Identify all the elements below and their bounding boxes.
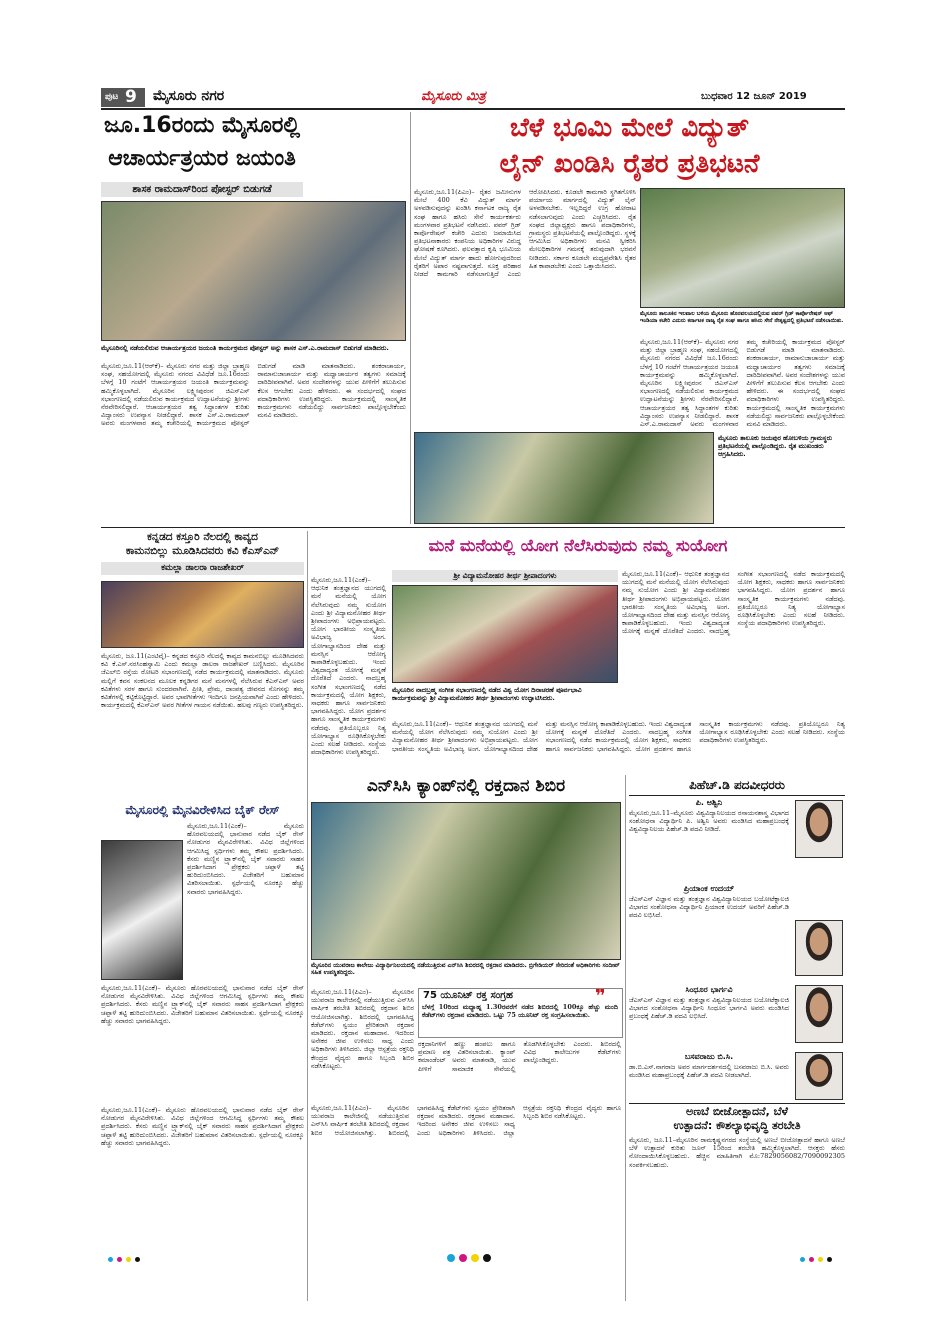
section-name: ಮೈಸೂರು ನಗರ xyxy=(153,88,225,104)
cyan-dot xyxy=(108,1257,113,1262)
story4-body-right: ಮೈಸೂರು,ಜೂ.11(ಎಂಕೆ)– ಮೈಸೂರು ಹೊರವಲಯದಲ್ಲಿ ಭಾನುವಾರ ನಡೆದ ಬೈಕ್ ರೇಸ್ ನೋಡುಗರ ಮೈನವಿರೇಳಿಸಿತು. ವಿವಿಧ ಜಿಲ್ಲೆಗಳಿಂದ ಆಗಮಿಸಿದ್ದ ಸ್ಪರ್ಧಿಗಳು ತಮ್ಮ ಕೌಶಲ ಪ್ರದರ್ಶಿಸಿದರು. ಕೆಸರು ಮಣ್ಣಿನ ಟ್ರ್ಯಾಕ್‌ನಲ್ಲಿ ಬೈಕ್ ಸವಾರರು ಸಾಹಸ ಪ್ರದರ್ಶಿಸಿದಾಗ ಪ್ರೇಕ್ಷಕರು ಚಪ್ಪಾಳೆ ತಟ್ಟಿ ಹುರಿದುಂಬಿಸಿದರು. ವಿಜೇತರಿಗೆ ಬಹುಮಾನ ವಿತರಿಸಲಾಯಿತು. ಸ್ಪರ್ಧೆಯಲ್ಲಿ ನೂರಕ್ಕೂ ಹೆಚ್ಚು ಸವಾರರು ಭಾಗವಹಿಸಿದ್ದರು. xyxy=(187,822,304,896)
blood-donation-caption: ಮೈಸೂರಿನ ಯುವರಾಜ ಕಾಲೇಜು ವಿದ್ಯಾರ್ಥಿನಿಲಯದಲ್ಲಿ ನಡೆಯುತ್ತಿರುವ ಎನ್‌ಸಿಸಿ ಶಿಬಿರದಲ್ಲಿ ರಕ್ತದಾನ ಮಾಡಿದರು. ಬ್ರಿಗೇಡಿಯರ್ ಸೇರಿದಂತೆ ಅಧಿಕಾರಿಗಳು ಸಂದೀಪ್ ಸಹಿತ ಉಪಸ್ಥಿತರಿದ್ದರು. xyxy=(311,962,620,977)
phd-text-1: ಮೈಸೂರು,ಜೂ.11–ಮೈಸೂರು ವಿಶ್ವವಿದ್ಯಾನಿಲಯದ ರಸಾಯನಶಾಸ್ತ್ರ ವಿಭಾಗದ ಸಂಶೋಧನಾ ವಿದ್ಯಾರ್ಥಿನಿ ಪಿ. ಅಶ್ವಿನಿ ಅವರು ಮಂಡಿಸಿದ ಮಹಾಪ್ರಬಂಧಕ್ಕೆ ವಿಶ್ವವಿದ್ಯಾನಿಲಯ ಪಿಹೆಚ್.ಡಿ ಪದವಿ ನೀಡಿದೆ. xyxy=(629,809,789,834)
phd-photo-3 xyxy=(795,985,843,1043)
yoga-event-caption: ಮೈಸೂರಿನ ನಾದಬ್ರಹ್ಮ ಸಂಗೀತ ಸಭಾಂಗಣದಲ್ಲಿ ನಡೆದ ವಿಶ್ವ ಯೋಗ ದಿನಾಚರಣೆ ಪೂರ್ವಭಾವಿ ಕಾರ್ಯಕ್ರಮವನ್ನು ಶ್ರೀ ವಿದ್ಯಾಮನೋಹರ ತೀರ್ಥ ಶ್ರೀಪಾದಂಗಳು ಉದ್ಘಾಟಿಸಿದರು. xyxy=(392,686,582,702)
phd-text-3: ಜೆಎಸ್‌ಎಸ್ ವಿಜ್ಞಾನ ಮತ್ತು ತಂತ್ರಜ್ಞಾನ ವಿಶ್ವವಿದ್ಯಾನಿಲಯದ ಬಯೋಟೆಕ್ನಾಲಜಿ ವಿಭಾಗದ ಸಂಶೋಧನಾ ವಿದ್ಯಾರ್ಥಿನಿ ಸಿಂಧೂರ ಭಾರ್ಗವಿ ಅವರು ಮಂಡಿಸಿದ ಪ್ರಬಂಧಕ್ಕೆ ಪಿಹೆಚ್.ಡಿ ಪದವಿ ಲಭಿಸಿದೆ. xyxy=(629,996,789,1021)
page-label: ಪುಟ xyxy=(105,92,119,102)
issue-date: ಬುಧವಾರ 12 ಜೂನ್ 2019 xyxy=(701,91,807,102)
story1-subhead: ಶಾಸಕ ರಾಮದಾಸ್‌ರಿಂದ ಪೋಸ್ಟರ್ ಬಿಡುಗಡೆ xyxy=(101,182,303,197)
story5-body-left: ಮೈಸೂರು,ಜೂ.11(ಎಂಕೆ)– ಆಧುನಿಕ ತಂತ್ರಜ್ಞಾನದ ಯುಗದಲ್ಲಿ ಮನೆ ಮನೆಯಲ್ಲಿ ಯೋಗ ನೆಲೆಸಿರುವುದು ನಮ್ಮ ಸುಯೋಗ ಎಂದು ಶ್ರೀ ವಿದ್ಯಾಮನೋಹರ ತೀರ್ಥ ಶ್ರೀಪಾದಂಗಳು ಅಭಿಪ್ರಾಯಪಟ್ಟರು. ಯೋಗ ಭಾರತೀಯ ಸಂಸ್ಕೃತಿಯ ಅವಿಭಾಜ್ಯ ಅಂಗ. ಯೋಗಾಭ್ಯಾಸದಿಂದ ದೇಹ ಮತ್ತು ಮನಸ್ಸಿನ ಆರೋಗ್ಯ ಕಾಪಾಡಿಕೊಳ್ಳಬಹುದು. ಇಂದು ವಿಶ್ವದಾದ್ಯಂತ ಯೋಗಕ್ಕೆ ಮನ್ನಣೆ ದೊರೆತಿದೆ ಎಂದರು. ನಾದಬ್ರಹ್ಮ ಸಂಗೀತ ಸಭಾಂಗಣದಲ್ಲಿ ನಡೆದ ಕಾರ್ಯಕ್ರಮದಲ್ಲಿ ಯೋಗ ಶಿಕ್ಷಕರು, ಸಾಧಕರು ಹಾಗೂ ಸಾರ್ವಜನಿಕರು ಭಾಗವಹಿಸಿದ್ದರು. ಯೋಗ ಪ್ರದರ್ಶನ ಹಾಗೂ ಸಾಂಸ್ಕೃತಿಕ ಕಾರ್ಯಕ್ರಮಗಳು ನಡೆದವು. ಪ್ರತಿಯೊಬ್ಬರೂ ನಿತ್ಯ ಯೋಗಾಭ್ಯಾಸ ರೂಢಿಸಿಕೊಳ್ಳಬೇಕು ಎಂದು ಸಲಹೆ ನೀಡಿದರು. ಸಂಸ್ಥೆಯ ಪದಾಧಿಕಾರಿಗಳು ಉಪಸ್ಥಿತರಿದ್ದರು. xyxy=(311,576,386,757)
story1-headline-line1: ಜೂ.16ರಂದು ಮೈಸೂರಲ್ಲಿ xyxy=(103,113,301,138)
column-divider-2 xyxy=(307,531,308,1301)
story-ksn-poet xyxy=(101,531,304,801)
phd-name-2: ಪ್ರಿಯಾಂಕ ಉದಯ್ xyxy=(683,884,735,893)
phd-item-2 xyxy=(629,884,845,976)
story5-headline: ಮನೆ ಮನೆಯಲ್ಲಿ ಯೋಗ ನೆಲೆಸಿರುವುದು ನಮ್ಮ ಸುಯೋಗ xyxy=(428,536,728,555)
villagers-protest-photo xyxy=(414,432,714,524)
story6-body-bottom: ಮೈಸೂರು,ಜೂ.11(ಪಿಎಂ)– ಮೈಸೂರಿನ ಯುವರಾಜ ಕಾಲೇಜಿನಲ್ಲಿ ನಡೆಯುತ್ತಿರುವ ಎನ್‌ಸಿಸಿ ವಾರ್ಷಿಕ ತರಬೇತಿ ಶಿಬಿರದಲ್ಲಿ ರಕ್ತದಾನ ಶಿಬಿರ ಆಯೋಜಿಸಲಾಗಿತ್ತು. ಶಿಬಿರದಲ್ಲಿ ಭಾಗವಹಿಸಿದ್ದ ಕೆಡೆಟ್‌ಗಳು ಸ್ವಯಂ ಪ್ರೇರಿತರಾಗಿ ರಕ್ತದಾನ ಮಾಡಿದರು. ರಕ್ತದಾನ ಮಹಾದಾನ. ಇದರಿಂದ ಅನೇಕರ ಜೀವ ಉಳಿಸಲು ಸಾಧ್ಯ ಎಂದು ಅಧಿಕಾರಿಗಳು ತಿಳಿಸಿದರು. ಜಿಲ್ಲಾ ಆಸ್ಪತ್ರೆಯ ರಕ್ತನಿಧಿ ಕೇಂದ್ರದ ವೈದ್ಯರು ಹಾಗೂ ಸಿಬ್ಬಂದಿ ಶಿಬಿರ ನಡೆಸಿಕೊಟ್ಟರು. xyxy=(311,1104,621,1137)
phd-name-3: ಸಿಂಧೂರ ಭಾರ್ಗವಿ xyxy=(685,985,733,994)
story4-headline: ಮೈಸೂರಲ್ಲಿ ಮೈನವಿರೇಳಿಸಿದ ಬೈಕ್ ರೇಸ್ xyxy=(125,803,280,817)
masthead-rule xyxy=(101,108,845,110)
phd-text-2: ಜೆಎಸ್‌ಎಸ್ ವಿಜ್ಞಾನ ಮತ್ತು ತಂತ್ರಜ್ಞಾನ ವಿಶ್ವವಿದ್ಯಾನಿಲಯದ ಬಯೋಟೆಕ್ನಾಲಜಿ ವಿಭಾಗದ ಸಂಶೋಧನಾ ವಿದ್ಯಾರ್ಥಿನಿ ಪ್ರಿಯಾಂಕ ಉದಯ್ ಅವರಿಗೆ ಪಿಹೆಚ್.ಡಿ ಪದವಿ ಲಭಿಸಿದೆ. xyxy=(629,895,789,920)
story6-body: ಮೈಸೂರು,ಜೂ.11(ಪಿಎಂ)– ಮೈಸೂರಿನ ಯುವರಾಜ ಕಾಲೇಜಿನಲ್ಲಿ ನಡೆಯುತ್ತಿರುವ ಎನ್‌ಸಿಸಿ ವಾರ್ಷಿಕ ತರಬೇತಿ ಶಿಬಿರದಲ್ಲಿ ರಕ್ತದಾನ ಶಿಬಿರ ಆಯೋಜಿಸಲಾಗಿತ್ತು. ಶಿಬಿರದಲ್ಲಿ ಭಾಗವಹಿಸಿದ್ದ ಕೆಡೆಟ್‌ಗಳು ಸ್ವಯಂ ಪ್ರೇರಿತರಾಗಿ ರಕ್ತದಾನ ಮಾಡಿದರು. ರಕ್ತದಾನ ಮಹಾದಾನ. ಇದರಿಂದ ಅನೇಕರ ಜೀವ ಉಳಿಸಲು ಸಾಧ್ಯ ಎಂದು ಅಧಿಕಾರಿಗಳು ತಿಳಿಸಿದರು. ಜಿಲ್ಲಾ ಆಸ್ಪತ್ರೆಯ ರಕ್ತನಿಧಿ ಕೇಂದ್ರದ ವೈದ್ಯರು ಹಾಗೂ ಸಿಬ್ಬಂದಿ ಶಿಬಿರ ನಡೆಸಿಕೊಟ್ಟರು. xyxy=(311,988,414,1070)
phd-photo-2 xyxy=(795,920,843,976)
yellow-dot xyxy=(818,1257,823,1262)
black-dot xyxy=(483,1254,491,1262)
story2-headline-line1: ಬೆಳೆ ಭೂಮಿ ಮೇಲೆ ವಿದ್ಯುತ್ xyxy=(509,113,750,143)
ksn-event-photo xyxy=(101,581,304,648)
story4-body: ಮೈಸೂರು,ಜೂ.11(ಎಂಕೆ)– ಮೈಸೂರು ಹೊರವಲಯದಲ್ಲಿ ಭಾನುವಾರ ನಡೆದ ಬೈಕ್ ರೇಸ್ ನೋಡುಗರ ಮೈನವಿರೇಳಿಸಿತು. ವಿವಿಧ ಜಿಲ್ಲೆಗಳಿಂದ ಆಗಮಿಸಿದ್ದ ಸ್ಪರ್ಧಿಗಳು ತಮ್ಮ ಕೌಶಲ ಪ್ರದರ್ಶಿಸಿದರು. ಕೆಸರು ಮಣ್ಣಿನ ಟ್ರ್ಯಾಕ್‌ನಲ್ಲಿ ಬೈಕ್ ಸವಾರರು ಸಾಹಸ ಪ್ರದರ್ಶಿಸಿದಾಗ ಪ್ರೇಕ್ಷಕರು ಚಪ್ಪಾಳೆ ತಟ್ಟಿ ಹುರಿದುಂಬಿಸಿದರು. ವಿಜೇತರಿಗೆ ಬಹುಮಾನ ವಿತರಿಸಲಾಯಿತು. ಸ್ಪರ್ಧೆಯಲ್ಲಿ ನೂರಕ್ಕೂ ಹೆಚ್ಚು ಸವಾರರು ಭಾಗವಹಿಸಿದ್ದರು. xyxy=(101,984,304,1025)
black-dot xyxy=(135,1257,140,1262)
phd-item-1 xyxy=(629,798,845,864)
blood-units-quote: ಬೆಳಗ್ಗೆ 10ರಿಂದ ಮಧ್ಯಾಹ್ನ 1.30ರವರೆಗೆ ನಡೆದ ಶಿಬಿರದಲ್ಲಿ 100ಕ್ಕೂ ಹೆಚ್ಚು ಮಂದಿ ಕೆಡೆಟ್‌ಗಳು ರಕ್ತದಾನ ಮಾಡಿದರು. ಒಟ್ಟು 75 ಯೂನಿಟ್ ರಕ್ತ ಸಂಗ್ರಹಿಸಲಾಯಿತು. xyxy=(422,1003,618,1020)
column-divider-3 xyxy=(625,775,626,1301)
story6-headline: ಎನ್‌ಸಿಸಿ ಕ್ಯಾಂಪ್‌ನಲ್ಲಿ ರಕ್ತದಾನ ಶಿಬಿರ xyxy=(366,776,566,796)
page-number: 9 xyxy=(125,87,137,107)
phd-item-3 xyxy=(629,985,845,1051)
story2-body-continued: ಮೈಸೂರು,ಜೂ.11(ಆರ್‌ಕೆ)– ಮೈಸೂರು ನಗರ ಮತ್ತು ಜಿಲ್ಲಾ ಬ್ರಾಹ್ಮಣ ಸಂಘ, ಸಹಯೋಗದಲ್ಲಿ ಮೈಸೂರು ನಗರದ ವಿವಿಧೆಡೆ ಜೂ.16ರಂದು ಬೆಳಗ್ಗೆ 10 ಗಂಟೆಗೆ ಆಚಾರ್ಯತ್ರಯರ ಜಯಂತಿ ಕಾರ್ಯಕ್ರಮವನ್ನು ಹಮ್ಮಿಕೊಳ್ಳಲಾಗಿದೆ. ಮೈಸೂರಿನ ಲಕ್ಷ್ಮೀಪುರಂನ ಜಿಎಸ್‌ಎಸ್ ಸಭಾಂಗಣದಲ್ಲಿ ನಡೆಯಲಿರುವ ಕಾರ್ಯಕ್ರಮದ ಉದ್ಘಾಟನೆಯನ್ನು ಶ್ರೀಗಳು ನೆರವೇರಿಸಲಿದ್ದಾರೆ. ಆಚಾರ್ಯತ್ರಯರ ತತ್ವ ಸಿದ್ಧಾಂತಗಳ ಕುರಿತು ವಿದ್ವಾಂಸರು ಉಪನ್ಯಾಸ ನೀಡಲಿದ್ದಾರೆ. ಶಾಸಕ ಎಸ್.ಎ.ರಾಮದಾಸ್ ಅವರು ಮಂಗಳವಾರ ತಮ್ಮ ಕಚೇರಿಯಲ್ಲಿ ಕಾರ್ಯಕ್ರಮದ ಪೋಸ್ಟರ್ ಬಿಡುಗಡೆ ಮಾಡಿ ಮಾತನಾಡಿದರು. ಶಂಕರಾಚಾರ್ಯ, ರಾಮಾನುಜಾಚಾರ್ಯ ಮತ್ತು ಮಧ್ವಾಚಾರ್ಯರ ತತ್ವಗಳು ಸಮಾಜಕ್ಕೆ ದಾರಿದೀಪವಾಗಿವೆ. ಅವರ ಸಂದೇಶಗಳನ್ನು ಯುವ ಪೀಳಿಗೆಗೆ ತಲುಪಿಸುವ ಕೆಲಸ ಆಗಬೇಕು ಎಂದು ಹೇಳಿದರು. ಈ ಸಂದರ್ಭದಲ್ಲಿ ಸಂಘದ ಪದಾಧಿಕಾರಿಗಳು ಉಪಸ್ಥಿತರಿದ್ದರು. ಕಾರ್ಯಕ್ರಮದಲ್ಲಿ ಸಾಂಸ್ಕೃತಿಕ ಕಾರ್ಯಕ್ರಮಗಳು ನಡೆಯಲಿದ್ದು ಸಾರ್ವಜನಿಕರು ಪಾಲ್ಗೊಳ್ಳಬೇಕೆಂದು ಮನವಿ ಮಾಡಿದರು. xyxy=(640,338,845,429)
yellow-dot xyxy=(126,1257,131,1262)
story8-body: ಮೈಸೂರು, ಜೂ.11–ಮೈಸೂರಿನ ರಾಮಕೃಷ್ಣನಗರದ ಸಂಸ್ಥೆಯಲ್ಲಿ ಅಣಬೆ ಬೀಜೋತ್ಪಾದನೆ ಹಾಗೂ ಅಣಬೆ ಬೆಳೆ ಉತ್ಪಾದನೆ ಕುರಿತು ಜೂನ್ 15ರಿಂದ ತರಬೇತಿ ಹಮ್ಮಿಕೊಳ್ಳಲಾಗಿದೆ. ಆಸಕ್ತರು ಹೆಸರು ನೋಂದಾಯಿಸಿಕೊಳ್ಳಬಹುದು. ಹೆಚ್ಚಿನ ಮಾಹಿತಿಗಾಗಿ ಮೊ:7829056082/7090092305 ಸಂಪರ್ಕಿಸಬಹುದು. xyxy=(629,1136,845,1169)
cyan-dot xyxy=(800,1257,805,1262)
cyan-dot xyxy=(447,1254,455,1262)
story5-body-col: ಮೈಸೂರು,ಜೂ.11(ಎಂಕೆ)– ಆಧುನಿಕ ತಂತ್ರಜ್ಞಾನದ ಯುಗದಲ್ಲಿ ಮನೆ ಮನೆಯಲ್ಲಿ ಯೋಗ ನೆಲೆಸಿರುವುದು ನಮ್ಮ ಸುಯೋಗ ಎಂದು ಶ್ರೀ ವಿದ್ಯಾಮನೋಹರ ತೀರ್ಥ ಶ್ರೀಪಾದಂಗಳು ಅಭಿಪ್ರಾಯಪಟ್ಟರು. ಯೋಗ ಭಾರತೀಯ ಸಂಸ್ಕೃತಿಯ ಅವಿಭಾಜ್ಯ ಅಂಗ. ಯೋಗಾಭ್ಯಾಸದಿಂದ ದೇಹ ಮತ್ತು ಮನಸ್ಸಿನ ಆರೋಗ್ಯ ಕಾಪಾಡಿಕೊಳ್ಳಬಹುದು. ಇಂದು ವಿಶ್ವದಾದ್ಯಂತ ಯೋಗಕ್ಕೆ ಮನ್ನಣೆ ದೊರೆತಿದೆ ಎಂದರು. ನಾದಬ್ರಹ್ಮ ಸಂಗೀತ ಸಭಾಂಗಣದಲ್ಲಿ ನಡೆದ ಕಾರ್ಯಕ್ರಮದಲ್ಲಿ ಯೋಗ ಶಿಕ್ಷಕರು, ಸಾಧಕರು ಹಾಗೂ ಸಾರ್ವಜನಿಕರು ಭಾಗವಹಿಸಿದ್ದರು. ಯೋಗ ಪ್ರದರ್ಶನ ಹಾಗೂ ಸಾಂಸ್ಕೃತಿಕ ಕಾರ್ಯಕ್ರಮಗಳು ನಡೆದವು. ಪ್ರತಿಯೊಬ್ಬರೂ ನಿತ್ಯ ಯೋಗಾಭ್ಯಾಸ ರೂಢಿಸಿಕೊಳ್ಳಬೇಕು ಎಂದು ಸಲಹೆ ನೀಡಿದರು. ಸಂಸ್ಥೆಯ ಪದಾಧಿಕಾರಿಗಳು ಉಪಸ್ಥಿತರಿದ್ದರು. xyxy=(622,570,845,636)
phd-name-1: ಪಿ. ಅಶ್ವಿನಿ xyxy=(695,798,723,807)
yellow-dot xyxy=(471,1254,479,1262)
magenta-dot xyxy=(459,1254,467,1262)
story2-body: ಮೈಸೂರು,ಜೂ.11(ಪಿಎಂ)– ರೈತರ ಜಮೀನುಗಳ ಮೇಲೆ 400 ಕೆವಿ ವಿದ್ಯುತ್ ಮಾರ್ಗ ಅಳವಡಿಸುವುದನ್ನು ಖಂಡಿಸಿ ಕರ್ನಾಟಕ ರಾಜ್ಯ ರೈತ ಸಂಘ ಹಾಗೂ ಹಸಿರು ಸೇನೆ ಕಾರ್ಯಕರ್ತರು ಮಂಗಳವಾರ ಪ್ರತಿಭಟನೆ ನಡೆಸಿದರು. ಪವರ್ ಗ್ರಿಡ್ ಕಾರ್ಪೊರೇಷನ್ ಕಚೇರಿ ಎದುರು ಜಮಾಯಿಸಿದ ಪ್ರತಿಭಟನಾಕಾರರು ಕಂಪನಿಯ ಅಧಿಕಾರಿಗಳ ವಿರುದ್ಧ ಘೋಷಣೆ ಕೂಗಿದರು. ಫಲವತ್ತಾದ ಕೃಷಿ ಭೂಮಿಯ ಮೇಲೆ ವಿದ್ಯುತ್ ಮಾರ್ಗ ಹಾದು ಹೋಗುವುದರಿಂದ ರೈತರಿಗೆ ಅಪಾರ ನಷ್ಟವಾಗುತ್ತದೆ. ಸೂಕ್ತ ಪರಿಹಾರ ನೀಡದೆ ಕಾಮಗಾರಿ ನಡೆಸಲಾಗುತ್ತಿದೆ ಎಂದು ಆರೋಪಿಸಿದರು. ಕೂಡಲೇ ಕಾಮಗಾರಿ ಸ್ಥಗಿತಗೊಳಿಸಿ ಪರ್ಯಾಯ ಮಾರ್ಗದಲ್ಲಿ ವಿದ್ಯುತ್ ಲೈನ್ ಅಳವಡಿಸಬೇಕು. ಇಲ್ಲದಿದ್ದರೆ ಉಗ್ರ ಹೋರಾಟ ನಡೆಸಲಾಗುವುದು ಎಂದು ಎಚ್ಚರಿಸಿದರು. ರೈತ ಸಂಘದ ಜಿಲ್ಲಾಧ್ಯಕ್ಷರು ಹಾಗೂ ಪದಾಧಿಕಾರಿಗಳು, ಗ್ರಾಮಸ್ಥರು ಪ್ರತಿಭಟನೆಯಲ್ಲಿ ಪಾಲ್ಗೊಂಡಿದ್ದರು. ಸ್ಥಳಕ್ಕೆ ಆಗಮಿಸಿದ ಅಧಿಕಾರಿಗಳು ಮನವಿ ಸ್ವೀಕರಿಸಿ ಮೇಲಧಿಕಾರಿಗಳ ಗಮನಕ್ಕೆ ತರುವುದಾಗಿ ಭರವಸೆ ನೀಡಿದರು. ಸರ್ಕಾರ ಕೂಡಲೇ ಮಧ್ಯಪ್ರವೇಶಿಸಿ ರೈತರ ಹಿತ ಕಾಪಾಡಬೇಕು ಎಂದು ಒತ್ತಾಯಿಸಿದರು. xyxy=(414,188,636,279)
story3-subhead: ಕಮಲ್ಲಾ ಡಾಲರಾ ರಾಜಶೇಖರ್ xyxy=(101,562,304,575)
print-registration-marks-bottom xyxy=(447,1247,495,1266)
story5-body-right: ಮೈಸೂರು,ಜೂ.11(ಎಂಕೆ)– ಆಧುನಿಕ ತಂತ್ರಜ್ಞಾನದ ಯುಗದಲ್ಲಿ ಮನೆ ಮನೆಯಲ್ಲಿ ಯೋಗ ನೆಲೆಸಿರುವುದು ನಮ್ಮ ಸುಯೋಗ ಎಂದು ಶ್ರೀ ವಿದ್ಯಾಮನೋಹರ ತೀರ್ಥ ಶ್ರೀಪಾದಂಗಳು ಅಭಿಪ್ರಾಯಪಟ್ಟರು. ಯೋಗ ಭಾರತೀಯ ಸಂಸ್ಕೃತಿಯ ಅವಿಭಾಜ್ಯ ಅಂಗ. ಯೋಗಾಭ್ಯಾಸದಿಂದ ದೇಹ ಮತ್ತು ಮನಸ್ಸಿನ ಆರೋಗ್ಯ ಕಾಪಾಡಿಕೊಳ್ಳಬಹುದು. ಇಂದು ವಿಶ್ವದಾದ್ಯಂತ ಯೋಗಕ್ಕೆ ಮನ್ನಣೆ ದೊರೆತಿದೆ ಎಂದರು. ನಾದಬ್ರಹ್ಮ ಸಂಗೀತ ಸಭಾಂಗಣದಲ್ಲಿ ನಡೆದ ಕಾರ್ಯಕ್ರಮದಲ್ಲಿ ಯೋಗ ಶಿಕ್ಷಕರು, ಸಾಧಕರು ಹಾಗೂ ಸಾರ್ವಜನಿಕರು ಭಾಗವಹಿಸಿದ್ದರು. ಯೋಗ ಪ್ರದರ್ಶನ ಹಾಗೂ ಸಾಂಸ್ಕೃತಿಕ ಕಾರ್ಯಕ್ರಮಗಳು ನಡೆದವು. ಪ್ರತಿಯೊಬ್ಬರೂ ನಿತ್ಯ ಯೋಗಾಭ್ಯಾಸ ರೂಢಿಸಿಕೊಳ್ಳಬೇಕು ಎಂದು ಸಲಹೆ ನೀಡಿದರು. ಸಂಸ್ಥೆಯ ಪದಾಧಿಕಾರಿಗಳು ಉಪಸ್ಥಿತರಿದ್ದರು. xyxy=(392,720,845,753)
page-label-badge xyxy=(101,88,145,107)
print-registration-marks-right xyxy=(800,1247,836,1266)
section-rule-1 xyxy=(101,527,845,528)
story5-subhead: ಶ್ರೀ ವಿದ್ಯಾಮನೋಹರ ತೀರ್ಥ ಶ್ರೀಪಾದಂಗಳು xyxy=(392,570,618,582)
story4-body-lower: ಮೈಸೂರು,ಜೂ.11(ಎಂಕೆ)– ಮೈಸೂರು ಹೊರವಲಯದಲ್ಲಿ ಭಾನುವಾರ ನಡೆದ ಬೈಕ್ ರೇಸ್ ನೋಡುಗರ ಮೈನವಿರೇಳಿಸಿತು. ವಿವಿಧ ಜಿಲ್ಲೆಗಳಿಂದ ಆಗಮಿಸಿದ್ದ ಸ್ಪರ್ಧಿಗಳು ತಮ್ಮ ಕೌಶಲ ಪ್ರದರ್ಶಿಸಿದರು. ಕೆಸರು ಮಣ್ಣಿನ ಟ್ರ್ಯಾಕ್‌ನಲ್ಲಿ ಬೈಕ್ ಸವಾರರು ಸಾಹಸ ಪ್ರದರ್ಶಿಸಿದಾಗ ಪ್ರೇಕ್ಷಕರು ಚಪ್ಪಾಳೆ ತಟ್ಟಿ ಹುರಿದುಂಬಿಸಿದರು. ವಿಜೇತರಿಗೆ ಬಹುಮಾನ ವಿತರಿಸಲಾಯಿತು. ಸ್ಪರ್ಧೆಯಲ್ಲಿ ನೂರಕ್ಕೂ ಹೆಚ್ಚು ಸವಾರರು ಭಾಗವಹಿಸಿದ್ದರು. xyxy=(101,1106,304,1147)
phd-photo-4 xyxy=(795,1052,843,1100)
section-rule-2 xyxy=(629,1103,845,1104)
farmers-protest-caption: ಮೈಸೂರು ತಾಲೂಕಿನ ಇಲವಾಲ ಬಳಿಯ ಮೈಸೂರು ಹೊರವಲಯದಲ್ಲಿರುವ ಪವರ್ ಗ್ರಿಡ್ ಕಾರ್ಪೊರೇಷನ್ ಆಫ್ ಇಂಡಿಯಾ ಕಚೇರಿ ಎದುರು ಕರ್ನಾಟಕ ರಾಜ್ಯ ರೈತ ಸಂಘ ಹಾಗೂ ಹಸಿರು ಸೇನೆ ನೇತೃತ್ವದಲ್ಲಿ ಪ್ರತಿಭಟನೆ ನಡೆಸಲಾಯಿತು. xyxy=(640,311,844,324)
story2-headline-line2: ಲೈನ್ ಖಂಡಿಸಿ ರೈತರ ಪ್ರತಿಭಟನೆ xyxy=(499,149,760,179)
story3-body: ಮೈಸೂರು, ಜೂ.11(ಎಂಟಿವೈ)– ಕನ್ನಡದ ಕಸ್ತೂರಿ ನೆಲದಲ್ಲಿ ಕಾವ್ಯದ ಕಾಮನಬಿಲ್ಲು ಮೂಡಿಸಿದವರು ಕವಿ ಕೆ.ಎಸ್.ನರಸಿಂಹಸ್ವಾಮಿ ಎಂದು ಕಮಲ್ಲಾ ಡಾಲರಾ ರಾಜಶೇಖರ್ ಬಣ್ಣಿಸಿದರು. ಮೈಸೂರಿನ ಜೆಎಲ್‌ಬಿ ರಸ್ತೆಯ ರೋಟರಿ ಸಭಾಂಗಣದಲ್ಲಿ ನಡೆದ ಕಾರ್ಯಕ್ರಮದಲ್ಲಿ ಮಾತನಾಡಿದರು. ಮೈಸೂರು ಮಲ್ಲಿಗೆ ಕವನ ಸಂಕಲನದ ಮೂಲಕ ಕನ್ನಡಿಗರ ಮನೆ ಮನಗಳಲ್ಲಿ ನೆಲೆಸಿರುವ ಕೆಎಸ್‌ಎನ್ ಅವರ ಕವಿತೆಗಳು ಸರಳ ಹಾಗೂ ಸುಂದರವಾಗಿವೆ. ಪ್ರೀತಿ, ಪ್ರೇಮ, ದಾಂಪತ್ಯ ಜೀವನದ ಸೊಗಸನ್ನು ತಮ್ಮ ಕವಿತೆಗಳಲ್ಲಿ ಕಟ್ಟಿಕೊಟ್ಟಿದ್ದಾರೆ. ಅವರ ಭಾವಗೀತೆಗಳು ಇಂದಿಗೂ ಜನಪ್ರಿಯವಾಗಿವೆ ಎಂದು ಹೇಳಿದರು. ಕಾರ್ಯಕ್ರಮದಲ್ಲಿ ಕೆಎಸ್‌ಎನ್ ಅವರ ಗೀತೆಗಳ ಗಾಯನ ನಡೆಯಿತು. ಹಲವು ಗಣ್ಯರು ಉಪಸ್ಥಿತರಿದ್ದರು. xyxy=(101,652,304,710)
poster-release-photo xyxy=(101,201,406,341)
magenta-dot xyxy=(809,1257,814,1262)
masthead xyxy=(101,87,845,109)
poster-release-caption: ಮೈಸೂರಿನಲ್ಲಿ ನಡೆಯಲಿರುವ ಆಚಾರ್ಯತ್ರಯರ ಜಯಂತಿ ಕಾರ್ಯಕ್ರಮದ ಪೋಸ್ಟರ್ ಅನ್ನು ಶಾಸಕ ಎಸ್.ಎ.ರಾಮದಾಸ್ ಬಿಡುಗಡೆ ಮಾಡಿದರು. xyxy=(101,344,389,352)
paper-name: ಮೈಸೂರು ಮಿತ್ರ xyxy=(421,89,486,104)
story7-rule xyxy=(629,795,845,796)
quote-icon: ❞ xyxy=(595,986,606,1007)
villagers-protest-caption: ಮೈಸೂರು ತಾಲೂಕು ಜಯಪುರ ಹೋಬಳಿಯ ಗ್ರಾಮಸ್ಥರು ಪ್ರತಿಭಟನೆಯಲ್ಲಿ ಪಾಲ್ಗೊಂಡಿದ್ದರು. ರೈತ ಮುಖಂಡರು ಆಗ್ರಹಿಸಿದರು. xyxy=(718,434,833,458)
phd-name-4: ಬಸವರಾಜು ಬಿ.ಸಿ. xyxy=(684,1052,734,1061)
story8-headline-line1: ಅಣಬೆ ಬೀಜೋತ್ಪಾದನೆ, ಬೆಳೆ xyxy=(685,1105,788,1118)
story1-body: ಮೈಸೂರು,ಜೂ.11(ಆರ್‌ಕೆ)– ಮೈಸೂರು ನಗರ ಮತ್ತು ಜಿಲ್ಲಾ ಬ್ರಾಹ್ಮಣ ಸಂಘ, ಸಹಯೋಗದಲ್ಲಿ ಮೈಸೂರು ನಗರದ ವಿವಿಧೆಡೆ ಜೂ.16ರಂದು ಬೆಳಗ್ಗೆ 10 ಗಂಟೆಗೆ ಆಚಾರ್ಯತ್ರಯರ ಜಯಂತಿ ಕಾರ್ಯಕ್ರಮವನ್ನು ಹಮ್ಮಿಕೊಳ್ಳಲಾಗಿದೆ. ಮೈಸೂರಿನ ಲಕ್ಷ್ಮೀಪುರಂನ ಜಿಎಸ್‌ಎಸ್ ಸಭಾಂಗಣದಲ್ಲಿ ನಡೆಯಲಿರುವ ಕಾರ್ಯಕ್ರಮದ ಉದ್ಘಾಟನೆಯನ್ನು ಶ್ರೀಗಳು ನೆರವೇರಿಸಲಿದ್ದಾರೆ. ಆಚಾರ್ಯತ್ರಯರ ತತ್ವ ಸಿದ್ಧಾಂತಗಳ ಕುರಿತು ವಿದ್ವಾಂಸರು ಉಪನ್ಯಾಸ ನೀಡಲಿದ್ದಾರೆ. ಶಾಸಕ ಎಸ್.ಎ.ರಾಮದಾಸ್ ಅವರು ಮಂಗಳವಾರ ತಮ್ಮ ಕಚೇರಿಯಲ್ಲಿ ಕಾರ್ಯಕ್ರಮದ ಪೋಸ್ಟರ್ ಬಿಡುಗಡೆ ಮಾಡಿ ಮಾತನಾಡಿದರು. ಶಂಕರಾಚಾರ್ಯ, ರಾಮಾನುಜಾಚಾರ್ಯ ಮತ್ತು ಮಧ್ವಾಚಾರ್ಯರ ತತ್ವಗಳು ಸಮಾಜಕ್ಕೆ ದಾರಿದೀಪವಾಗಿವೆ. ಅವರ ಸಂದೇಶಗಳನ್ನು ಯುವ ಪೀಳಿಗೆಗೆ ತಲುಪಿಸುವ ಕೆಲಸ ಆಗಬೇಕು ಎಂದು ಹೇಳಿದರು. ಈ ಸಂದರ್ಭದಲ್ಲಿ ಸಂಘದ ಪದಾಧಿಕಾರಿಗಳು ಉಪಸ್ಥಿತರಿದ್ದರು. ಕಾರ್ಯಕ್ರಮದಲ್ಲಿ ಸಾಂಸ್ಕೃತಿಕ ಕಾರ್ಯಕ್ರಮಗಳು ನಡೆಯಲಿದ್ದು ಸಾರ್ವಜನಿಕರು ಪಾಲ್ಗೊಳ್ಳಬೇಕೆಂದು ಮನವಿ ಮಾಡಿದರು. xyxy=(101,362,406,428)
yoga-event-photo xyxy=(392,585,618,683)
black-dot xyxy=(827,1257,832,1262)
story8-headline-line2: ಉತ್ಪಾದನೆ: ಕೌಶಲ್ಯಾಭಿವೃದ್ಧಿ ತರಬೇತಿ xyxy=(673,1119,801,1132)
phd-photo-1 xyxy=(795,800,843,858)
story6-body-lower: ರಕ್ತದಾನಿಗಳಿಗೆ ಹಣ್ಣು ಹಂಪಲು ಹಾಗೂ ಪ್ರಮಾಣ ಪತ್ರ ವಿತರಿಸಲಾಯಿತು. ಕ್ಯಾಂಪ್ ಕಮಾಂಡೆಂಟ್ ಅವರು ಮಾತನಾಡಿ, ಯುವ ಪೀಳಿಗೆ ಸಾಮಾಜಿಕ ಸೇವೆಯಲ್ಲಿ ತೊಡಗಿಸಿಕೊಳ್ಳಬೇಕು ಎಂದರು. ಶಿಬಿರದಲ್ಲಿ ವಿವಿಧ ಕಾಲೇಜುಗಳ ಕೆಡೆಟ್‌ಗಳು ಪಾಲ್ಗೊಂಡಿದ್ದರು. xyxy=(418,1040,621,1073)
blood-units-title: 75 ಯೂನಿಟ್ ರಕ್ತ ಸಂಗ್ರಹ xyxy=(423,990,513,1001)
print-registration-marks-left xyxy=(108,1247,144,1266)
phd-text-4: ಡಾ.ಬಿ.ಎಸ್.ನಾಗರಾಜ ಅವರ ಮಾರ್ಗದರ್ಶನದಲ್ಲಿ ಬಸವರಾಜು ಬಿ.ಸಿ. ಅವರು ಮಂಡಿಸಿದ ಮಹಾಪ್ರಬಂಧಕ್ಕೆ ಪಿಹೆಚ್.ಡಿ ಪದವಿ ನೀಡಲಾಗಿದೆ. xyxy=(629,1063,789,1080)
blood-units-box xyxy=(418,988,623,1038)
phd-item-4 xyxy=(629,1052,845,1102)
story3-headline-line1: ಕನ್ನಡದ ಕಸ್ತೂರಿ ನೆಲದಲ್ಲಿ ಕಾವ್ಯದ xyxy=(147,531,258,543)
farmers-protest-photo xyxy=(640,188,845,308)
magenta-dot xyxy=(117,1257,122,1262)
bike-race-photo xyxy=(101,840,183,980)
blood-donation-photo xyxy=(311,802,621,960)
story7-headline: ಪಿಹೆಚ್.ಡಿ ಪದವೀಧರರು xyxy=(689,778,785,792)
column-divider-1 xyxy=(410,112,411,524)
story1-headline-line2: ಆಚಾರ್ಯತ್ರಯರ ಜಯಂತಿ xyxy=(108,146,296,171)
story3-headline-line2: ಕಾಮನಬಿಲ್ಲು ಮೂಡಿಸಿದವರು ಕವಿ ಕೆಎಸ್‌ಎನ್ xyxy=(125,545,280,557)
